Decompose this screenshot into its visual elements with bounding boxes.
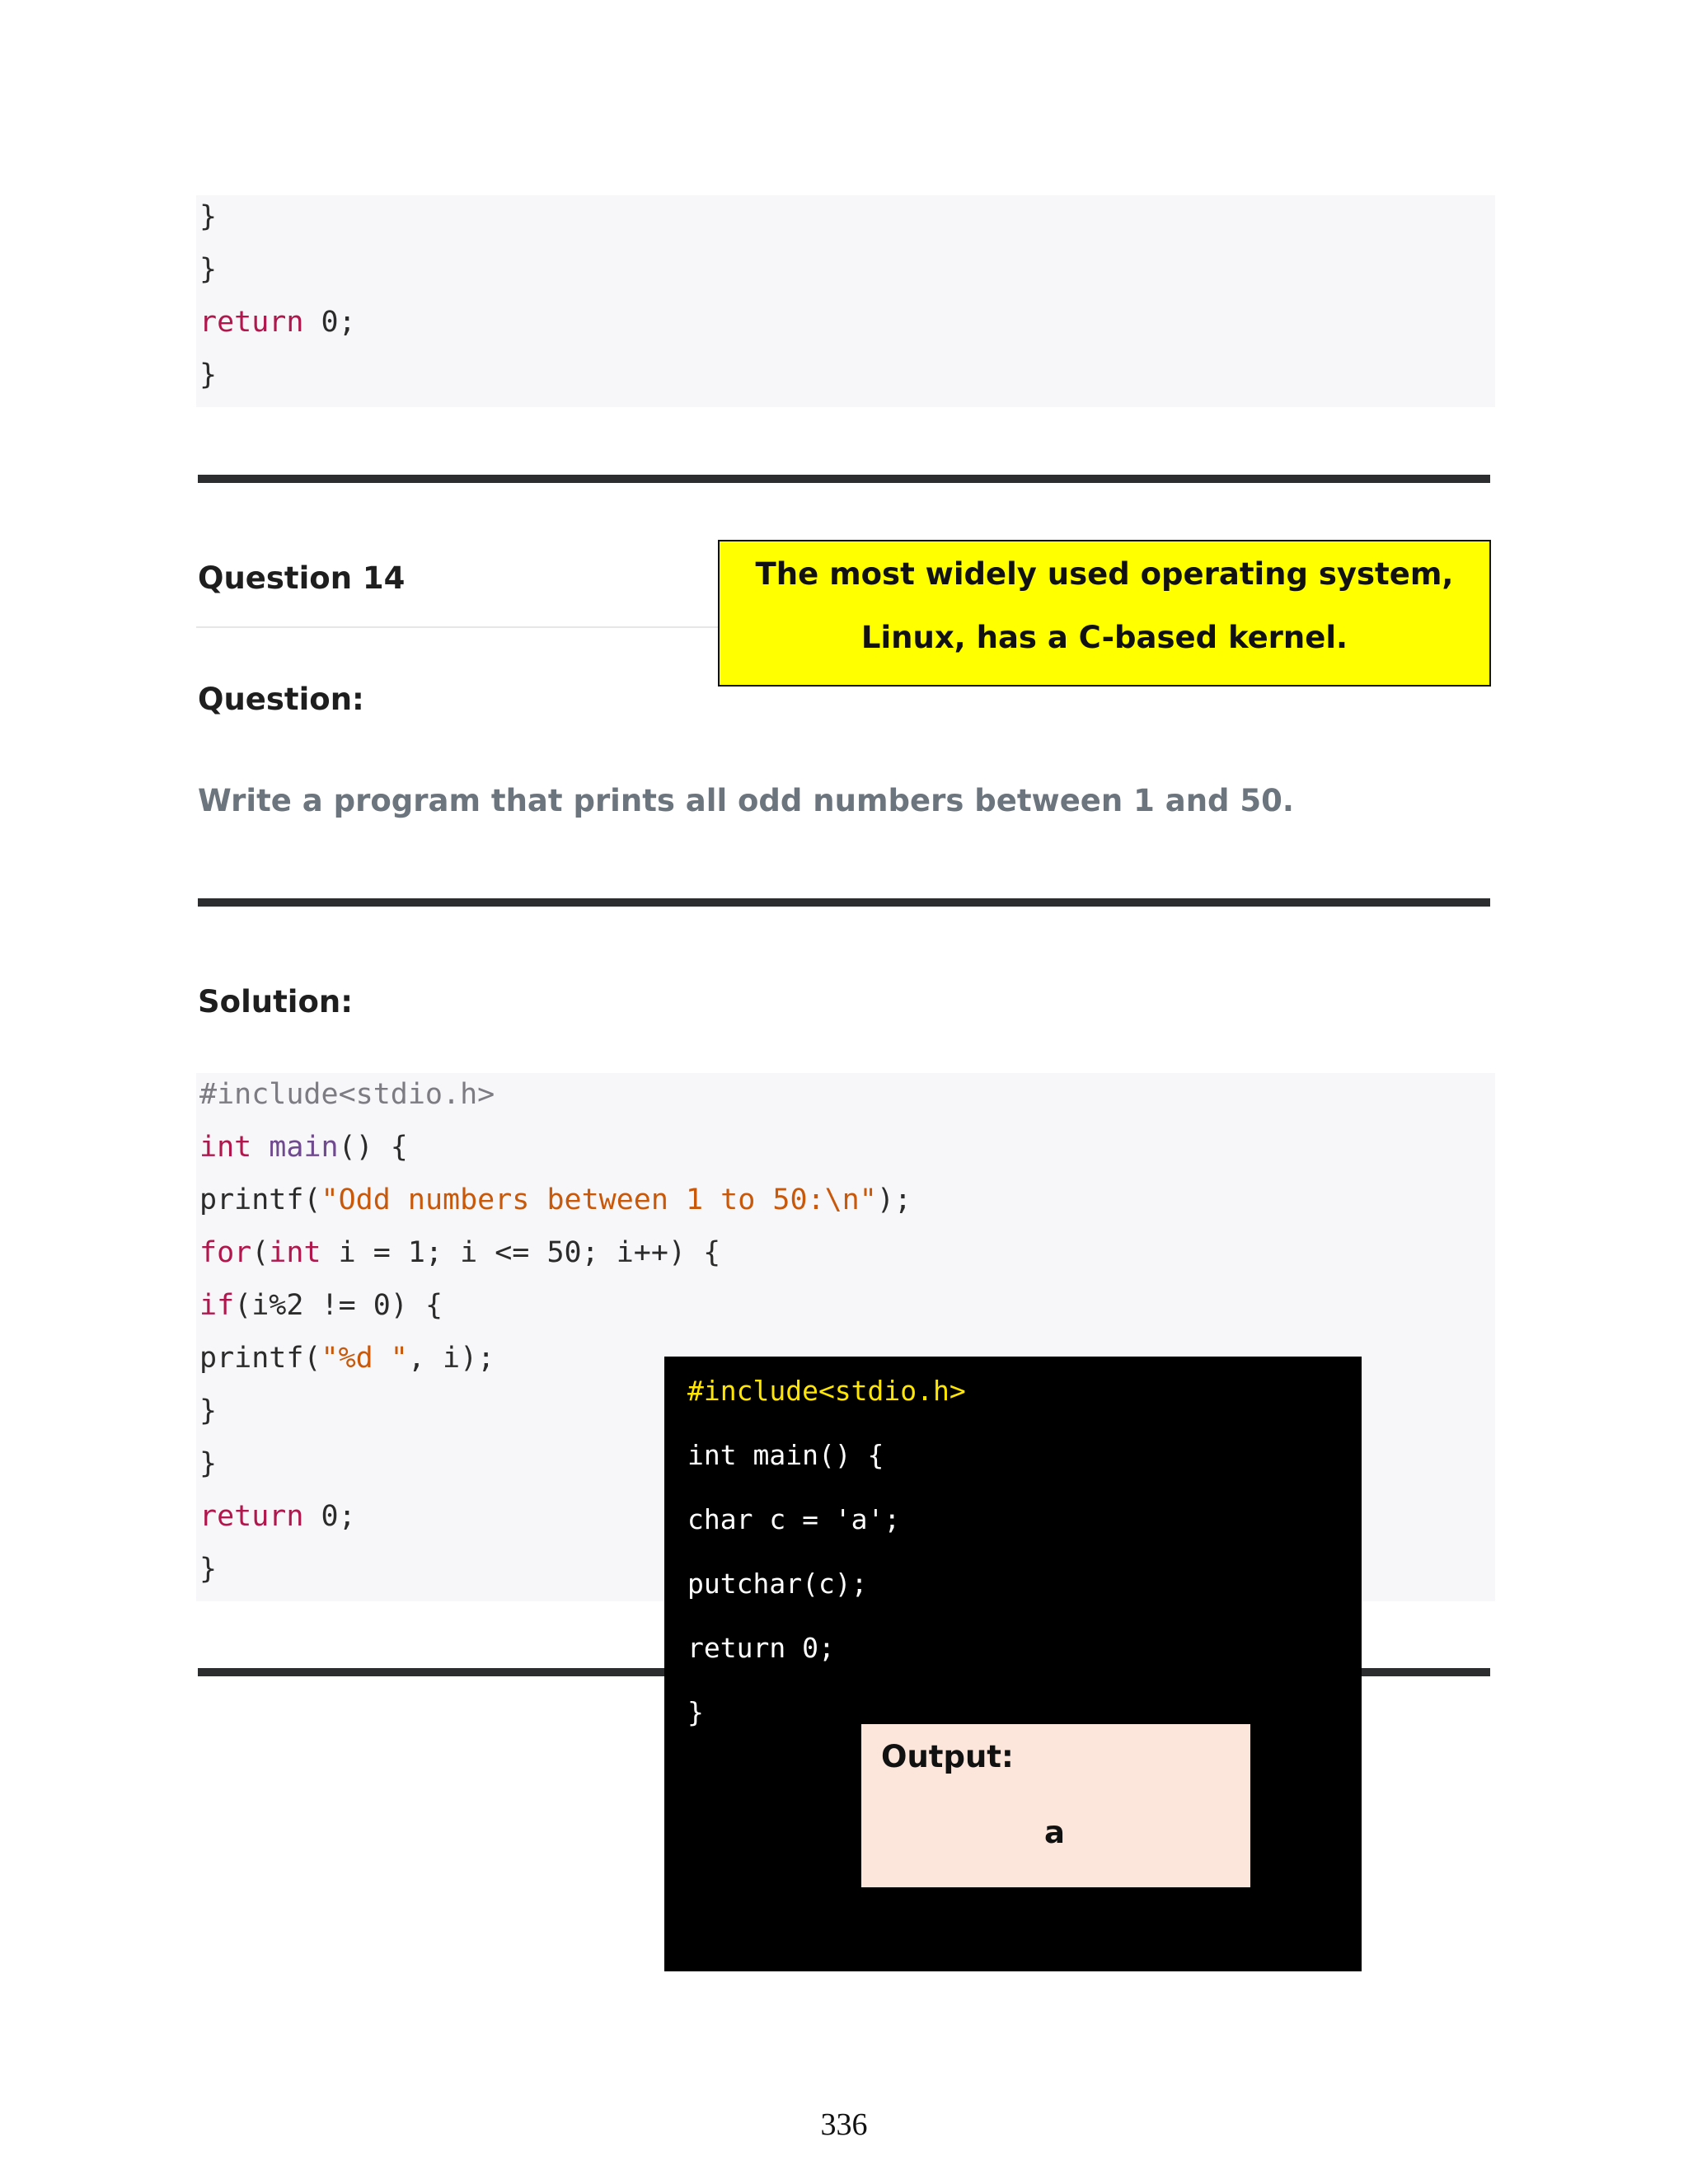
code-token: printf( — [199, 1183, 321, 1216]
code-token: return — [199, 306, 304, 339]
code-token: } — [199, 1394, 218, 1427]
code-line — [199, 1446, 217, 1482]
code-token: if — [199, 1289, 235, 1322]
code-token: "%d " — [321, 1342, 408, 1375]
callout-line: The most widely used operating system, — [755, 556, 1454, 592]
code-token: } — [199, 1447, 218, 1480]
terminal-line: int main() { — [687, 1439, 884, 1471]
question-text: Write a program that prints all odd numbers between 1 and 50. — [198, 783, 1294, 818]
code-token — [251, 1131, 269, 1164]
terminal-line: return 0; — [687, 1632, 835, 1664]
output-box — [861, 1724, 1250, 1887]
prev-code-block — [196, 195, 1495, 407]
code-token: } — [199, 200, 218, 233]
code-line — [199, 1235, 720, 1271]
output-label: Output: — [881, 1739, 1014, 1774]
code-line — [199, 1287, 443, 1324]
code-line — [199, 1182, 912, 1218]
code-token: int — [199, 1131, 252, 1164]
code-line — [199, 251, 217, 288]
code-line — [199, 1551, 217, 1587]
code-line — [199, 1129, 408, 1165]
code-line — [199, 1393, 217, 1429]
code-line — [199, 1498, 356, 1535]
fact-callout — [718, 540, 1491, 687]
code-token: i = 1; i <= 50; i++) { — [321, 1236, 721, 1269]
code-token: printf( — [199, 1342, 321, 1375]
question-heading: Question: — [198, 682, 364, 717]
heading-underline — [196, 626, 724, 628]
solution-heading: Solution: — [198, 984, 354, 1019]
terminal-line: } — [687, 1696, 704, 1728]
terminal-example — [664, 1357, 1362, 1971]
callout-line: Linux, has a C-based kernel. — [860, 620, 1348, 655]
code-token: return — [199, 1500, 304, 1533]
code-token: , i); — [407, 1342, 495, 1375]
code-token: main — [269, 1131, 339, 1164]
output-value: a — [1044, 1815, 1065, 1850]
code-token: } — [199, 253, 218, 286]
code-token: 0; — [303, 306, 356, 339]
code-token: } — [199, 359, 218, 391]
code-token: ( — [251, 1236, 270, 1269]
code-line — [199, 199, 217, 235]
section-divider — [198, 475, 1490, 483]
code-token: } — [199, 1553, 218, 1586]
question-number: Question 14 — [198, 560, 406, 596]
code-line — [199, 304, 356, 340]
section-divider — [198, 898, 1490, 907]
code-token: for — [199, 1236, 252, 1269]
code-line — [199, 1340, 495, 1376]
code-token: ); — [876, 1183, 912, 1216]
code-line — [199, 357, 217, 393]
code-token: int — [269, 1236, 321, 1269]
terminal-line: #include<stdio.h> — [687, 1375, 966, 1407]
code-line — [199, 1076, 495, 1113]
terminal-line: putchar(c); — [687, 1568, 868, 1600]
code-token: "Odd numbers between 1 to 50:\n" — [321, 1183, 877, 1216]
terminal-line: char c = 'a'; — [687, 1503, 901, 1535]
code-token: (i%2 != 0) { — [234, 1289, 443, 1322]
code-token: 0; — [303, 1500, 356, 1533]
code-token: #include<stdio.h> — [199, 1078, 495, 1111]
page-number: 336 — [820, 2107, 868, 2142]
code-token: () { — [338, 1131, 408, 1164]
